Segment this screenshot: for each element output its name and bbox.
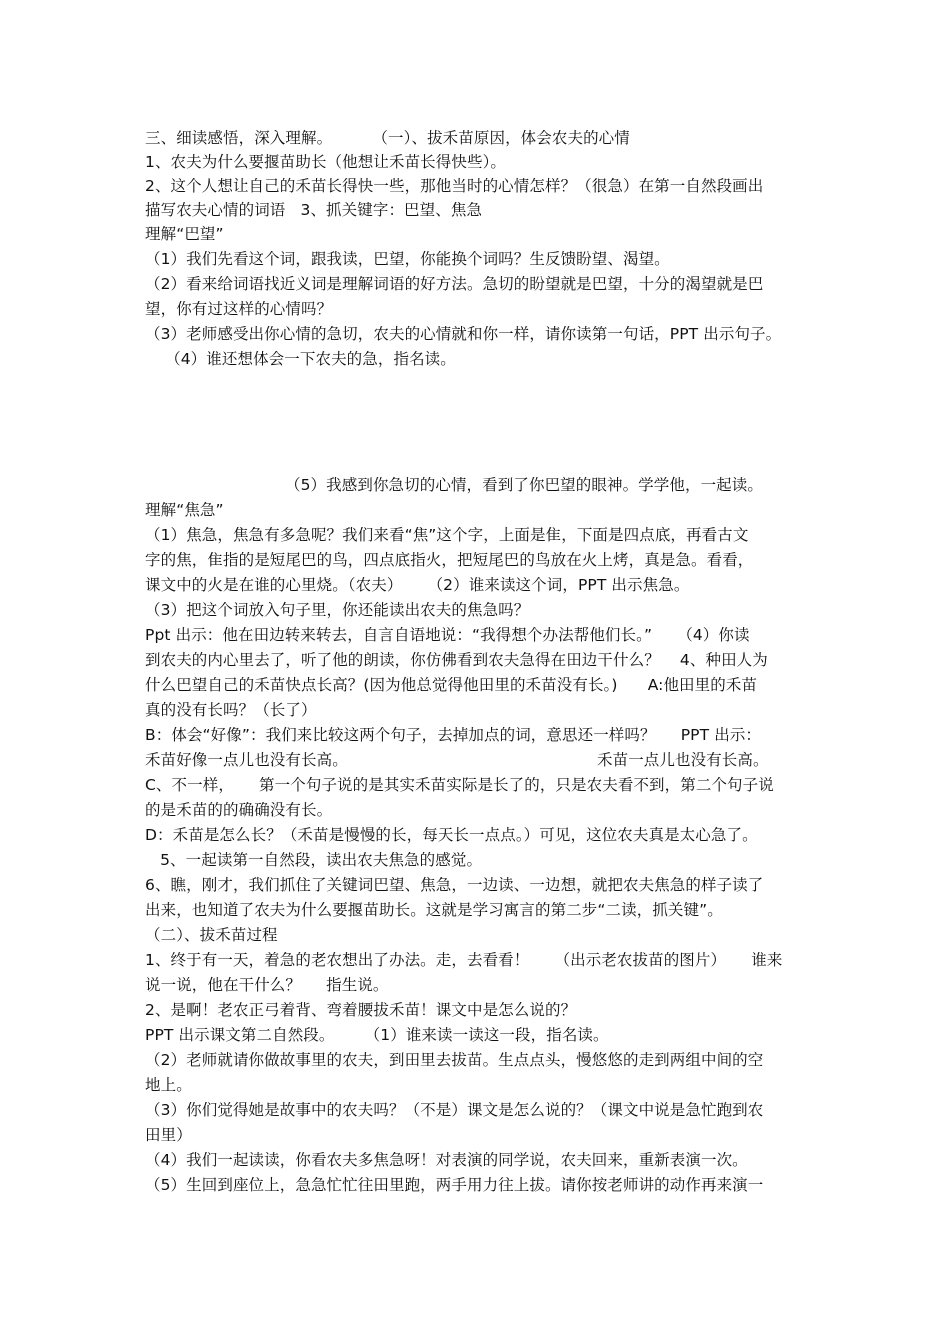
text-line: （2）老师就请你做故事里的农夫，到田里去拔苗。生点点头，慢悠悠的走到两组中间的空 [145,1051,764,1069]
text-line: 理解“巴望” [145,225,224,243]
text-line: 课文中的火是在谁的心里烧。（农夫） （2）谁来读这个词，PPT 出示焦急。 [145,576,690,594]
text-line: 真的没有长吗？（长了） [145,701,317,719]
text-line: （5）生回到座位上，急急忙忙往田里跑，两手用力往上拔。请你按老师讲的动作再来演一 [145,1176,764,1194]
text-line: 6、瞧，刚才，我们抓住了关键词巴望、焦急，一边读、一边想，就把农夫焦急的样子读了 [145,876,764,894]
text-line: 望，你有过这样的心情吗？ [145,300,333,318]
text-line: 2、这个人想让自己的禾苗长得快一些，那他当时的心情怎样？（很急）在第一自然段画出 [145,177,764,195]
section-heading: （二）、拔禾苗过程 [145,926,278,944]
text-line: （1）焦急，焦急有多急呢？我们来看“焦”这个字，上面是隹，下面是四点底，再看古文 [145,526,749,544]
text-line: （3）你们觉得她是故事中的农夫吗？（不是）课文是怎么说的？（课文中说是急忙跑到农 [145,1101,764,1119]
text-line: 田里） [145,1126,192,1144]
text-line: C、不一样， 第一个句子说的是其实禾苗实际是长了的，只是农夫看不到，第二个句子说 [145,776,774,794]
text-line: 字的焦，隹指的是短尾巴的鸟，四点底指火，把短尾巴的鸟放在火上烤，真是急。看看， [145,551,754,569]
text-line: 1、终于有一天，着急的老农想出了办法。走，去看看！ （出示老农拔苗的图片） 谁来 [145,951,783,969]
text-line: 三、细读感悟，深入理解。 （一）、拔禾苗原因，体会农夫的心情 [145,129,630,147]
text-line: 禾苗一点儿也没有长高。 [597,751,769,769]
text-line: 禾苗好像一点儿也没有长高。 [145,751,348,769]
text-line: （1）我们先看这个词，跟我读，巴望，你能换个词吗？生反馈盼望、渴望。 [145,250,670,268]
text-line: B：体会“好像”：我们来比较这两个句子，去掉加点的词，意思还一样吗？ PPT 出示： [145,726,762,744]
text-line: （2）看来给词语找近义词是理解词语的好方法。急切的盼望就是巴望，十分的渴望就是巴 [145,275,764,293]
text-line: 的是禾苗的的确确没有长。 [145,801,333,819]
text-line: 1、农夫为什么要揠苗助长（他想让禾苗长得快些）。 [145,153,507,171]
text-line: （4）谁还想体会一下农夫的急，指名读。 [145,350,456,368]
text-line: 2、是啊！老农正弓着背、弯着腰拔禾苗！课文中是怎么说的？ [145,1001,577,1019]
text-line: 地上。 [145,1076,192,1094]
text-line: （3）老师感受出你心情的急切，农夫的心情就和你一样，请你读第一句话，PPT 出示句子。 [145,325,782,343]
text-line: 说一说，他在干什么？ 指生说。 [145,976,389,994]
text-line: （5）我感到你急切的心情，看到了你巴望的眼神。学学他，一起读。 [285,476,763,494]
text-line: 描写农夫心情的词语 3、抓关键字：巴望、焦急 [145,201,483,219]
text-line: PPT 出示课文第二自然段。 （1）谁来读一读这一段，指名读。 [145,1026,609,1044]
text-line: 出来，也知道了农夫为什么要揠苗助长。这就是学习寓言的第二步“二读，抓关键”。 [145,901,723,919]
text-line: 什么巴望自己的禾苗快点长高？(因为他总觉得他田里的禾苗没有长。) A:他田里的禾苗 [145,676,758,694]
text-line: 到农夫的内心里去了，听了他的朗读，你仿佛看到农夫急得在田边干什么？ 4、种田人为 [145,651,768,669]
text-line: 5、一起读第一自然段，读出农夫焦急的感觉。 [145,851,483,869]
text-line: D：禾苗是怎么长？（禾苗是慢慢的长，每天长一点点。）可见，这位农夫真是太心急了。 [145,826,758,844]
text-line: 理解“焦急” [145,501,224,519]
text-line: Ppt 出示：他在田边转来转去，自言自语地说：“我得想个办法帮他们长。” （4）你读 [145,626,750,644]
text-line: （3）把这个词放入句子里，你还能读出农夫的焦急吗？ [145,601,530,619]
text-line: （4）我们一起读读，你看农夫多焦急呀！对表演的同学说，农夫回来，重新表演一次。 [145,1151,748,1169]
